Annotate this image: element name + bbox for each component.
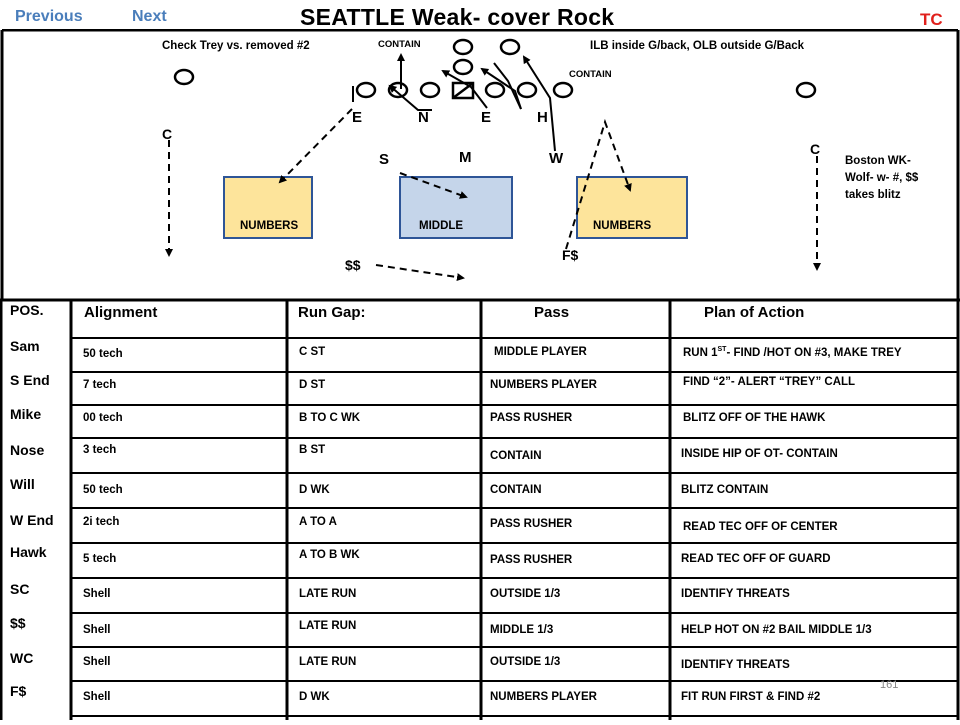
row-run-gap: D WK (299, 691, 330, 703)
row-pass: CONTAIN (490, 450, 542, 462)
row-plan: INSIDE HIP OF OT- CONTAIN (681, 448, 838, 460)
row-run-gap: D ST (299, 379, 326, 391)
table-grid (0, 298, 960, 720)
row-plan: BLITZ OFF OF THE HAWK (683, 412, 826, 424)
offense-player-qb (454, 60, 472, 74)
row-run-gap: LATE RUN (299, 620, 357, 632)
zone-label-middle: MIDDLE (419, 220, 464, 232)
offense-player-ot (389, 83, 407, 97)
row-pass: CONTAIN (490, 484, 542, 496)
row-plan: HELP HOT ON #2 BAIL MIDDLE 1/3 (681, 624, 872, 636)
offense-player-back (501, 40, 519, 54)
defender-corner-left: C (162, 126, 173, 142)
row-run-gap: D WK (299, 484, 330, 496)
row-alignment: Shell (83, 624, 111, 636)
field-svg (0, 29, 960, 300)
row-run-gap: A TO B WK (299, 549, 360, 561)
row-alignment: 2i tech (83, 516, 120, 528)
row-alignment: Shell (83, 656, 111, 668)
offense-player-wr-right (797, 83, 815, 97)
drop-sam (280, 109, 352, 182)
row-pos: W End (10, 512, 54, 528)
row-plan: FIND “2”- ALERT “TREY” CALL (683, 376, 856, 388)
row-pos: S End (10, 372, 50, 388)
row-run-gap: B TO C WK (299, 412, 361, 424)
row-pos: Nose (10, 442, 45, 458)
note-boston-1: Boston WK- (845, 155, 911, 167)
row-alignment: Shell (83, 588, 111, 600)
row-pos: Will (10, 476, 35, 492)
page-number: 161 (880, 679, 899, 691)
row-pass: PASS RUSHER (490, 518, 573, 530)
offense-player-ot (518, 83, 536, 97)
note-boston-3: takes blitz (845, 189, 901, 201)
row-run-gap: LATE RUN (299, 656, 357, 668)
offense-player-og (421, 83, 439, 97)
row-alignment: 50 tech (83, 348, 123, 360)
row-pos: WC (10, 650, 34, 666)
row-alignment: 50 tech (83, 484, 123, 496)
row-pass: PASS RUSHER (490, 554, 573, 566)
tc-link[interactable]: TC (920, 10, 943, 29)
zone-label-numbers-left: NUMBERS (240, 220, 299, 232)
defender-strong-safety: $$ (345, 257, 361, 273)
row-plan: IDENTIFY THREATS (681, 588, 790, 600)
note-ilb: ILB inside G/back, OLB outside G/Back (590, 40, 805, 52)
offense-player-te (357, 83, 375, 97)
offense-player-wr-left (175, 70, 193, 84)
note-boston-2: Wolf- w- #, $$ (845, 172, 919, 184)
defender-nose: N (418, 109, 429, 126)
row-pos: SC (10, 581, 30, 597)
row-pass: MIDDLE PLAYER (494, 346, 587, 358)
header-alignment: Alignment (84, 304, 158, 321)
row-alignment: 3 tech (83, 444, 117, 456)
row-plan: READ TEC OFF OF CENTER (683, 521, 838, 533)
row-pos: $$ (10, 615, 26, 631)
row-pass: OUTSIDE 1/3 (490, 656, 561, 668)
route-hawk-rush (482, 69, 521, 109)
defender-end-strong: E (352, 109, 363, 126)
note-check-trey: Check Trey vs. removed #2 (162, 40, 310, 52)
defender-hawk: H (537, 109, 548, 126)
note-contain-top: CONTAIN (378, 39, 421, 50)
row-pos: Sam (10, 338, 40, 354)
row-alignment: 00 tech (83, 412, 123, 424)
header-pass: Pass (534, 304, 570, 321)
header-run-gap: Run Gap: (298, 304, 366, 321)
row-alignment: 5 tech (83, 553, 117, 565)
zone-label-numbers-right: NUMBERS (593, 220, 652, 232)
row-pass: MIDDLE 1/3 (490, 624, 554, 636)
defender-end-weak: E (481, 109, 492, 126)
defender-free-safety: F$ (562, 247, 579, 263)
next-link[interactable]: Next (132, 8, 167, 25)
offense-player-back (454, 40, 472, 54)
defender-sam: S (379, 151, 390, 168)
drop-strong-safety (376, 265, 463, 278)
previous-link[interactable]: Previous (15, 8, 83, 25)
offense-center-slash (453, 83, 473, 98)
row-alignment: Shell (83, 691, 111, 703)
row-plan: BLITZ CONTAIN (681, 484, 769, 496)
offense-player-og (486, 83, 504, 97)
defender-mike: M (459, 149, 472, 166)
header-pos: POS. (10, 302, 44, 318)
row-pos: Hawk (10, 544, 47, 560)
header-plan: Plan of Action (704, 304, 805, 321)
note-contain-right: CONTAIN (569, 69, 612, 80)
row-run-gap: B ST (299, 444, 326, 456)
row-pos: F$ (10, 683, 27, 699)
row-pos: Mike (10, 406, 42, 422)
row-run-gap: A TO A (299, 516, 337, 528)
row-pass: NUMBERS PLAYER (490, 379, 597, 391)
row-plan: FIT RUN FIRST & FIND #2 (681, 691, 821, 703)
row-pass: OUTSIDE 1/3 (490, 588, 561, 600)
row-run-gap: C ST (299, 346, 326, 358)
route-will-contain (524, 57, 555, 151)
row-pass: NUMBERS PLAYER (490, 691, 597, 703)
row-alignment: 7 tech (83, 379, 117, 391)
defender-corner-right: C (810, 141, 821, 157)
row-plan: RUN 1ST- FIND /HOT ON #3, MAKE TREY (683, 346, 902, 359)
field-diagram (0, 29, 960, 300)
defender-will: W (549, 150, 564, 167)
row-run-gap: LATE RUN (299, 588, 357, 600)
responsibility-table (0, 298, 960, 720)
row-plan: READ TEC OFF OF GUARD (681, 553, 831, 565)
row-pass: PASS RUSHER (490, 412, 573, 424)
row-plan: IDENTIFY THREATS (681, 659, 790, 671)
page-title: SEATTLE Weak- cover Rock (300, 4, 615, 30)
offense-player-wing (554, 83, 572, 97)
